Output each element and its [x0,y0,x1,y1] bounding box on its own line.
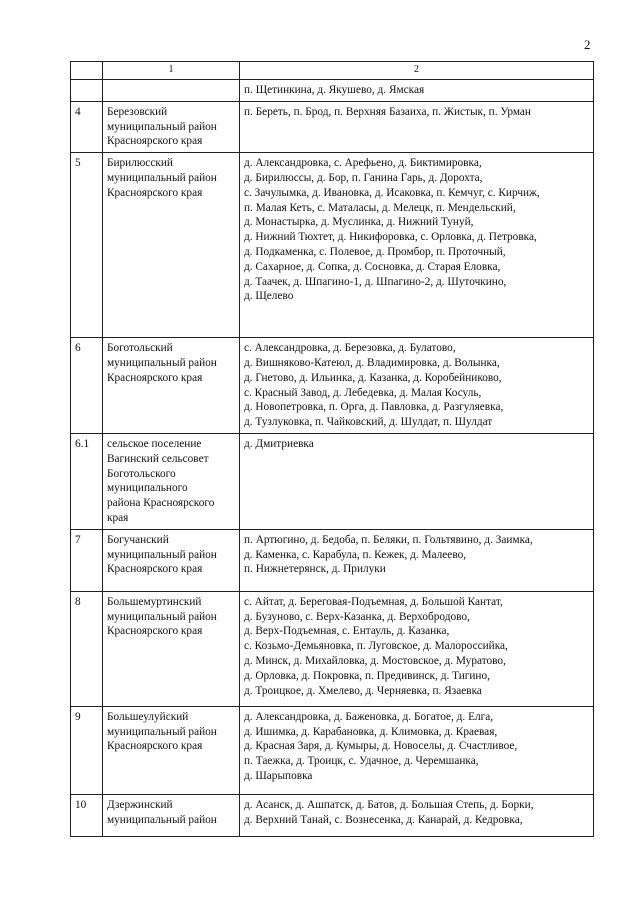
settlement-line: п. Артюгино, д. Бедоба, п. Беляки, п. Гольтявино, д. Заимка, [244,533,533,546]
row-number: 9 [75,710,81,723]
district-line: муниципальный район [107,610,217,623]
settlement-line: с. Козьмо-Демьяновка, п. Луговское, д. Малороссийка, [244,640,508,653]
settlement-line: д. Новопетровка, п. Орга, д. Павловка, д. Разгуляевка, [244,401,504,414]
district-cell [103,529,240,591]
district-line: муниципальный район [107,548,217,561]
settlements-cell [240,794,594,836]
settlement-line: п. Береть, п. Брод, п. Верхняя Базаиха, п. Жистык, п. Урман [244,105,531,118]
district-cell [103,433,240,529]
district-cell [103,794,240,836]
district-line: края [107,511,129,524]
settlements-table [70,61,594,837]
settlement-line: д. Верхний Танай, с. Вознесенка, д. Канарай, д. Кедровка, [244,813,523,826]
district-line: муниципальный район [107,120,217,133]
settlement-line: д. Шарыповка [244,769,313,782]
settlement-line: д. Бузуново, с. Верх-Казанка, д. Верхобродово, [244,610,470,623]
page-number: 2 [584,37,591,52]
district-line: Красноярского края [107,186,203,199]
district-line: Красноярского края [107,740,203,753]
district-cell [103,338,240,434]
table-row [71,529,594,591]
settlements-cell [240,591,594,706]
district-line: Боготольского [107,467,176,480]
settlement-line: п. Нижнетерянск, д. Прилуки [244,563,386,576]
row-number-cell [71,80,103,102]
settlement-line: с. Красный Завод, д. Лебедевка, д. Малая Косуль, [244,386,482,399]
settlements-cell [240,433,594,529]
settlement-line: д. Каменка, с. Карабула, п. Кежек, д. Малеево, [244,548,467,561]
table-row [71,101,594,152]
row-number-cell [71,101,103,152]
settlement-line: д. Сахарное, д. Сопка, д. Сосновка, д. Старая Еловка, [244,260,501,273]
settlement-line: д. Монастырка, д. Муслинка, д. Нижний Тунуй, [244,216,474,229]
row-number-cell [71,433,103,529]
district-line: Боготольский [107,342,173,355]
settlement-line: д. Щелево [244,290,294,303]
district-cell [103,706,240,794]
row-number-cell [71,794,103,836]
row-number: 6 [75,342,81,355]
row-number: 4 [75,105,81,118]
table-row [71,338,594,434]
row-number: 6.1 [75,437,90,450]
table-row [71,153,594,338]
settlement-line: с. Александровка, д. Березовка, д. Булатово, [244,342,456,355]
district-cell [103,101,240,152]
settlement-line: д. Красная Заря, д. Кумыры, д. Новоселы, д. Счастливое, [244,740,518,753]
settlement-line: д. Орловка, д. Покровка, п. Предивинск, д. Тигино, [244,669,490,682]
district-line: муниципальный район [107,725,217,738]
row-number: 7 [75,533,81,546]
settlement-line: с. Зачулымка, д. Ивановка, д. Исаковка, п. Кемчуг, с. Кирчиж, [244,186,540,199]
table-row [71,591,594,706]
settlement-line: д. Минск, д. Михайловка, д. Мостовское, д. Муратово, [244,654,506,667]
district-line: района Красноярского [107,497,215,510]
settlement-line: д. Бирилюссы, д. Бор, п. Ганина Гарь, д. Дорохта, [244,171,483,184]
settlements-cell [240,101,594,152]
row-number-cell [71,706,103,794]
district-line: Красноярского края [107,135,203,148]
district-line: Красноярского края [107,563,203,576]
settlements-cell [240,706,594,794]
header-cell-district: 1 [103,62,240,80]
district-line: сельское поселение [107,437,202,450]
district-line: муниципальный район [107,356,217,369]
district-line: Березовский [107,105,168,118]
row-number-cell [71,153,103,338]
district-line: Бирилюсский [107,157,173,170]
district-cell [103,591,240,706]
settlement-line: д. Нижний Тюхтет, д. Никифоровка, с. Орловка, д. Петровка, [244,231,537,244]
settlement-line: д. Ишимка, д. Карабановка, д. Климовка, д. Краевая, [244,725,498,738]
row-number-cell [71,338,103,434]
row-number: 10 [75,798,87,811]
settlement-line: д. Таачек, д. Шпагино-1, д. Шпагино-2, д. Шуточкино, [244,275,507,288]
settlement-line: с. Айтат, д. Береговая-Подъемная, д. Большой Кантат, [244,595,503,608]
district-line: муниципальный район [107,813,217,826]
settlement-line: д. Александровка, с. Арефьено, д. Биктимировка, [244,157,482,170]
settlement-line: д. Александровка, д. Баженовка, д. Богатое, д. Елга, [244,710,494,723]
settlement-line: д. Гнетово, д. Ильинка, д. Казанка, д. Коробейниково, [244,371,502,384]
header-cell-settlements: 2 [240,62,594,80]
table-row [71,433,594,529]
header-cell-number [71,62,103,80]
table-header-row [71,62,594,80]
district-line: муниципальный район [107,171,217,184]
district-cell [103,153,240,338]
table-body [71,62,594,837]
settlement-line: д. Подкаменка, с. Полевое, д. Промбор, п. Проточный, [244,245,506,258]
settlements-cell [240,80,594,102]
settlements-cell [240,153,594,338]
district-cell [103,80,240,102]
row-number: 5 [75,157,81,170]
settlement-line: п. Таежка, д. Троицк, с. Удачное, д. Черемшанка, [244,755,479,768]
district-line: Дзержинский [107,798,173,811]
district-line: Большемуртинский [107,595,202,608]
settlement-line: д. Асанск, д. Ашпатск, д. Батов, д. Большая Степь, д. Борки, [244,798,534,811]
settlements-cell [240,338,594,434]
district-line: Красноярского края [107,625,203,638]
district-line: муниципального [107,482,188,495]
settlements-cell [240,529,594,591]
settlement-line: д. Дмитриевка [244,437,314,450]
district-line: Большеулуйский [107,710,189,723]
row-number-cell [71,591,103,706]
row-number: 8 [75,595,81,608]
settlement-line: д. Вишняково-Катеюл, д. Владимировка, д. Волынка, [244,356,500,369]
row-number-cell [71,529,103,591]
settlement-line: п. Малая Кеть, с. Маталасы, д. Мелецк, п. Мендельский, [244,201,516,214]
settlement-line: д. Тузлуковка, п. Чайковский, д. Шулдат, п. Шулдат [244,416,493,429]
settlement-line: п. Щетинкина, д. Якушево, д. Ямская [244,84,425,96]
district-line: Красноярского края [107,371,203,384]
district-line: Богучанский [107,533,169,546]
table-row [71,80,594,102]
district-line: Вагинский сельсовет [107,452,209,465]
settlement-line: д. Верх-Подъемная, с. Ентауль, д. Казанка, [244,625,450,638]
table-row [71,794,594,836]
table-row [71,706,594,794]
settlement-line: д. Троицкое, д. Хмелево, д. Черняевка, п. Язаевка [244,684,482,697]
